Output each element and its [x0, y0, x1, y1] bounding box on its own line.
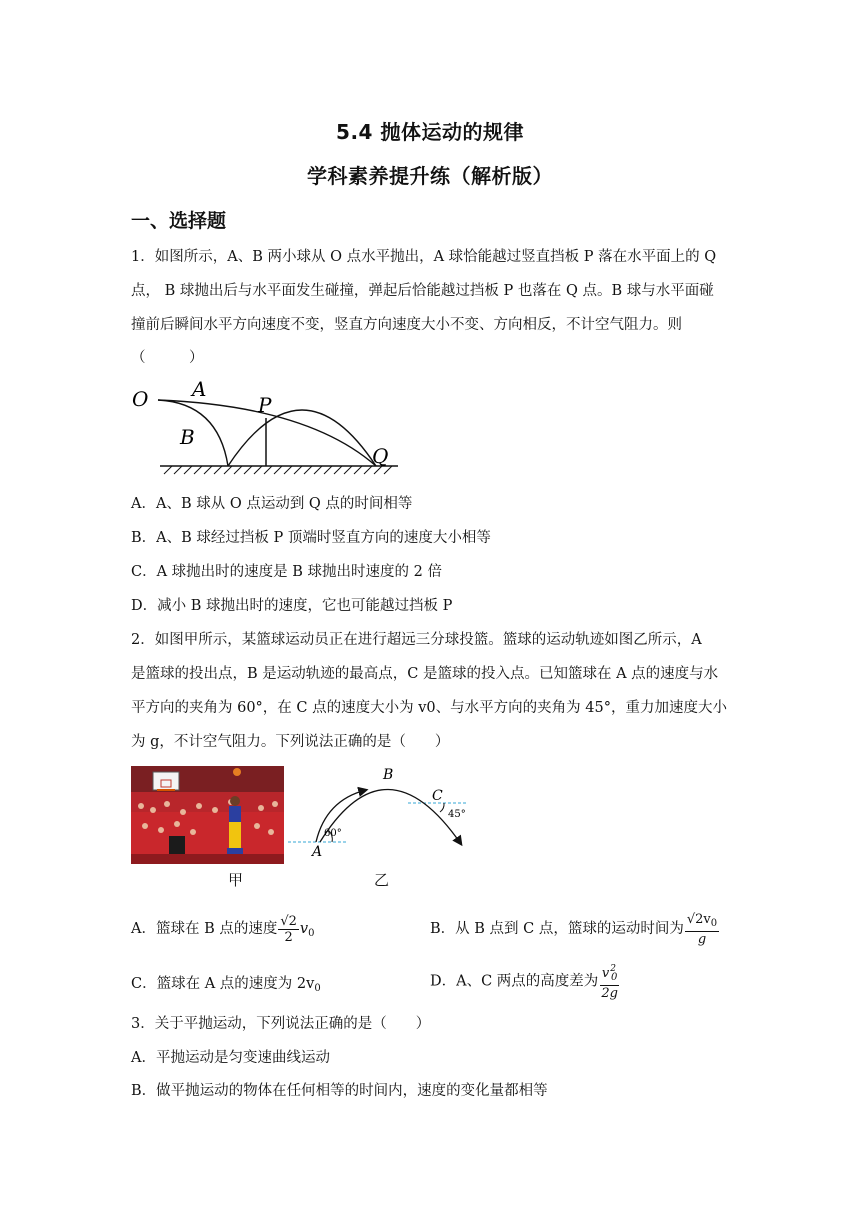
- q2-option-d-fraction: [599, 962, 620, 1001]
- q2-option-a-numerator: √2: [280, 913, 297, 929]
- q2-option-d-denominator: 2g: [601, 986, 618, 1001]
- q3-option-a: A．平抛运动是匀变速曲线运动: [131, 1050, 330, 1066]
- q2-option-b-num-sub: 0: [710, 917, 718, 929]
- q2-trajectory-diagram: [286, 760, 476, 860]
- q2-option-b-numerator: [685, 912, 719, 932]
- q2-basketball-photo: [131, 766, 284, 864]
- q2-option-a-fraction: [278, 914, 299, 945]
- q2-label-a: A: [312, 844, 323, 860]
- q1-stem-line4: （ ）: [131, 350, 204, 366]
- q2-option-a-sub: 0: [308, 928, 315, 939]
- q2-option-c-text: C．篮球在 A 点的速度为 2v: [131, 976, 315, 992]
- q2-option-d-text: D．A、C 两点的高度差为: [430, 973, 599, 990]
- q2-angle-arc-c: [440, 803, 444, 812]
- q2-option-b-text: B．从 B 点到 C 点，篮球的运动时间为: [430, 921, 684, 937]
- q1-label-o: O: [132, 387, 149, 411]
- q2-stem-line2: 是篮球的投出点，B 是运动轨迹的最高点，C 是篮球的投入点。已知篮球在 A 点的速度与水: [131, 666, 719, 682]
- q1-stem-line3: 撞前后瞬间水平方向速度不变，竖直方向速度大小不变、方向相反，不计空气阻力。则: [131, 317, 682, 333]
- q1-option-c: C．A 球抛出时的速度是 B 球抛出时速度的 2 倍: [131, 564, 442, 580]
- q2-stem-line3: 平方向的夹角为 60°，在 C 点的速度大小为 v0、与水平方向的夹角为 45°，重力加速度大小: [131, 700, 727, 716]
- section-heading: 一、选择题: [131, 210, 227, 232]
- q3-option-b: B．做平抛运动的物体在任何相等的时间内，速度的变化量都相等: [131, 1083, 548, 1099]
- q1-trajectory-b-bounce: [228, 410, 376, 466]
- q1-figure: [128, 378, 408, 478]
- q2-option-d-num-sub: 0: [610, 972, 618, 983]
- q1-label-p: P: [258, 393, 272, 417]
- q2-option-a-denominator: 2: [284, 929, 293, 945]
- q2-option-b-fraction: [685, 912, 719, 947]
- q1-label-a: A: [192, 377, 207, 401]
- q2-stem-line4: 为 g，不计空气阻力。下列说法正确的是（ ）: [131, 734, 450, 750]
- q1-label-b: B: [180, 425, 195, 449]
- q2-option-d-numerator: [600, 962, 619, 986]
- q2-stem-line1: 2．如图甲所示，某篮球运动员正在进行超远三分球投篮。篮球的运动轨迹如图乙所示，A: [131, 632, 702, 648]
- q1-option-a: A．A、B 球从 O 点运动到 Q 点的时间相等: [131, 496, 413, 512]
- q1-option-d: D．减小 B 球抛出时的速度，它也可能越过挡板 P: [131, 598, 453, 614]
- q2-option-a: [131, 910, 315, 953]
- q2-angle-c: 45°: [448, 809, 466, 820]
- q2-label-b: B: [383, 767, 394, 783]
- page-title: 5.4 抛体运动的规律: [336, 120, 524, 144]
- q2-option-b-num-text: √2v: [686, 911, 711, 927]
- q2-option-d: [430, 962, 621, 1001]
- q2-label-c: C: [432, 788, 443, 804]
- q1-label-q: Q: [372, 444, 389, 468]
- page-subtitle: 学科素养提升练（解析版）: [307, 164, 553, 188]
- q2-caption-left: 甲: [228, 871, 244, 889]
- q2-option-b-denominator: g: [697, 931, 707, 947]
- q2-option-d-num-text: v: [601, 966, 610, 981]
- q1-ground-hatching: [164, 466, 392, 474]
- q2-option-c-sub: 0: [314, 983, 321, 994]
- q2-option-b: [430, 910, 720, 948]
- q2-angle-a: 60°: [324, 828, 342, 839]
- q2-option-a-var: v: [299, 921, 309, 937]
- q3-stem: 3．关于平抛运动，下列说法正确的是（ ）: [131, 1016, 431, 1032]
- q1-stem-line1: 1．如图所示，A、B 两小球从 O 点水平抛出，A 球恰能越过竖直挡板 P 落在水平面上的 Q: [131, 249, 717, 265]
- q1-option-b: B．A、B 球经过挡板 P 顶端时竖直方向的速度大小相等: [131, 530, 491, 546]
- q2-option-a-text: A．篮球在 B 点的速度: [131, 921, 278, 937]
- q2-caption-right: 乙: [374, 871, 390, 889]
- q2-option-c: [131, 974, 321, 999]
- q1-stem-line2: 点， B 球抛出后与水平面发生碰撞，弹起后恰能越过挡板 P 也落在 Q 点。B 球与水平面碰: [131, 283, 714, 299]
- q2-option-d-num-sup: 2: [610, 964, 616, 974]
